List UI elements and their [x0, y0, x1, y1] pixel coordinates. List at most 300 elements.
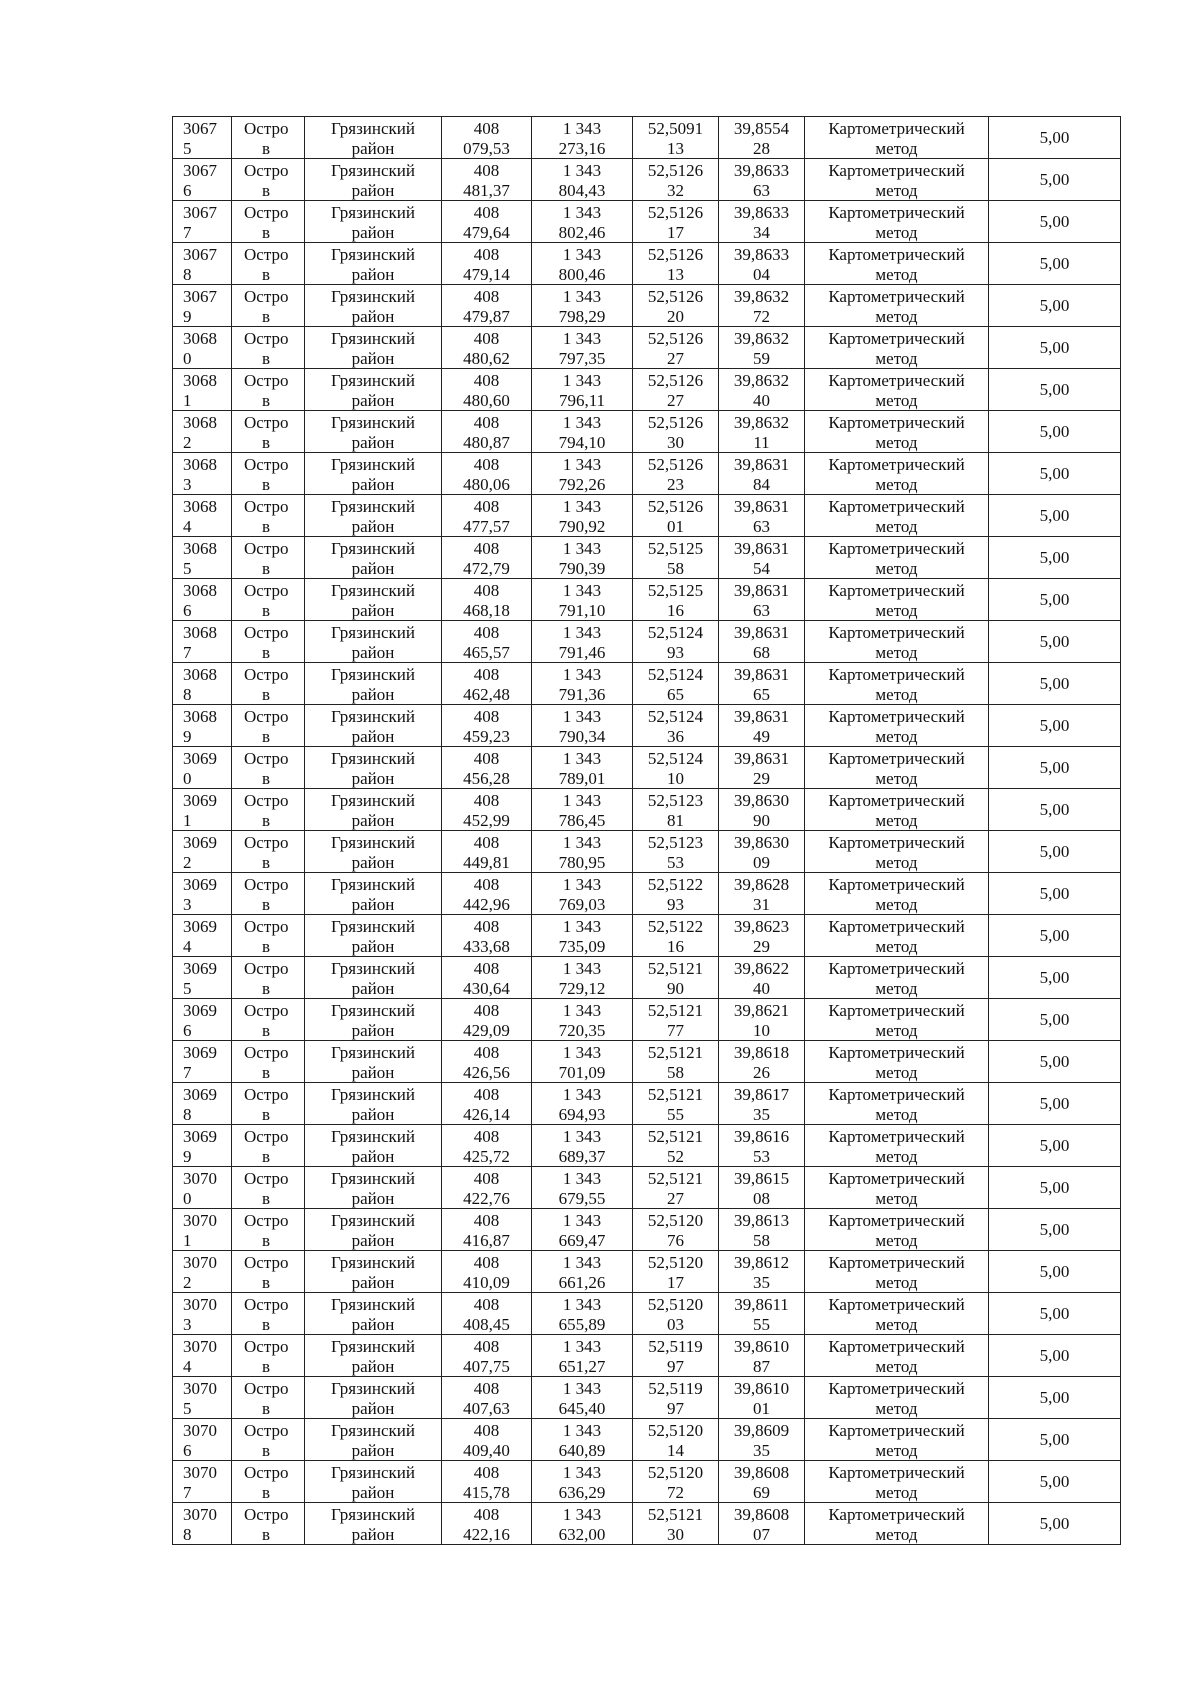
longitude-cell [719, 285, 805, 327]
method-cell-line2: метод [875, 936, 918, 956]
point-number-cell-line2: 1 [183, 1230, 192, 1250]
table-row [173, 789, 1121, 831]
object-name-cell [232, 285, 305, 327]
district-cell [305, 831, 442, 873]
x-coordinate-cell-line2: 416,87 [463, 1230, 510, 1250]
latitude-cell-line1: 52,5121 [647, 1084, 704, 1104]
object-name-cell-line1: Остро [244, 832, 289, 852]
object-name-cell-line2: в [262, 474, 271, 494]
y-coordinate-cell-line1: 1 343 [562, 1084, 602, 1104]
longitude-cell-line1: 39,8631 [733, 706, 790, 726]
latitude-cell-line1: 52,5121 [647, 1000, 704, 1020]
longitude-cell [719, 495, 805, 537]
latitude-cell-line1: 52,5126 [647, 202, 704, 222]
y-coordinate-cell-line1: 1 343 [562, 832, 602, 852]
y-coordinate-cell-line2: 802,46 [558, 222, 606, 242]
latitude-cell-line2: 53 [667, 852, 684, 872]
method-cell-line1: Картометрический [828, 1000, 965, 1020]
point-number-cell-line2: 5 [183, 978, 192, 998]
latitude-cell-line2: 58 [667, 1062, 684, 1082]
district-cell [305, 453, 442, 495]
district-cell [305, 663, 442, 705]
latitude-cell-line1: 52,5121 [647, 1126, 704, 1146]
district-cell-line2: район [351, 1398, 395, 1418]
district-cell-line1: Грязинский [331, 1420, 415, 1440]
point-number-cell-line2: 8 [183, 684, 192, 704]
latitude-cell-line2: 90 [667, 978, 684, 998]
latitude-cell-line1: 52,5126 [647, 370, 704, 390]
longitude-cell-line1: 39,8632 [733, 286, 790, 306]
point-number-cell-line1: 3070 [183, 1294, 217, 1314]
object-name-cell [232, 1335, 305, 1377]
x-coordinate-cell-line1: 408 [473, 1420, 500, 1440]
district-cell-line2: район [351, 1440, 395, 1460]
table-row [173, 1083, 1121, 1125]
object-name-cell-line2: в [262, 936, 271, 956]
accuracy-cell: 5,00 [989, 1335, 1121, 1377]
object-name-cell-line1: Остро [244, 202, 289, 222]
object-name-cell-line1: Остро [244, 1084, 289, 1104]
object-name-cell [232, 537, 305, 579]
method-cell-line2: метод [875, 810, 918, 830]
district-cell [305, 1461, 442, 1503]
y-coordinate-cell-line2: 640,89 [558, 1440, 606, 1460]
y-coordinate-cell-line2: 632,00 [558, 1524, 606, 1544]
x-coordinate-cell-line1: 408 [473, 328, 500, 348]
method-cell-line2: метод [875, 306, 918, 326]
longitude-cell-line1: 39,8615 [733, 1168, 790, 1188]
y-coordinate-cell [532, 369, 633, 411]
y-coordinate-cell [532, 159, 633, 201]
y-coordinate-cell-line1: 1 343 [562, 874, 602, 894]
object-name-cell [232, 495, 305, 537]
x-coordinate-cell-line2: 479,87 [463, 306, 510, 326]
method-cell [805, 705, 989, 747]
latitude-cell-line1: 52,5126 [647, 286, 704, 306]
district-cell-line1: Грязинский [331, 1462, 415, 1482]
object-name-cell [232, 621, 305, 663]
method-cell [805, 1461, 989, 1503]
point-number-cell-line1: 3068 [183, 370, 217, 390]
object-name-cell [232, 1293, 305, 1335]
longitude-cell-line1: 39,8632 [733, 412, 790, 432]
district-cell-line1: Грязинский [331, 832, 415, 852]
table-row [173, 747, 1121, 789]
latitude-cell [633, 1167, 719, 1209]
method-cell [805, 1125, 989, 1167]
district-cell [305, 159, 442, 201]
district-cell [305, 705, 442, 747]
latitude-cell-line1: 52,5126 [647, 160, 704, 180]
latitude-cell-line1: 52,5124 [647, 706, 704, 726]
accuracy-cell: 5,00 [989, 537, 1121, 579]
y-coordinate-cell-line2: 786,45 [558, 810, 606, 830]
district-cell [305, 915, 442, 957]
district-cell-line1: Грязинский [331, 412, 415, 432]
point-number-cell-line2: 5 [183, 1398, 192, 1418]
point-number-cell-line1: 3069 [183, 916, 217, 936]
latitude-cell-line2: 17 [667, 222, 684, 242]
district-cell [305, 285, 442, 327]
point-number-cell-line2: 6 [183, 180, 192, 200]
object-name-cell-line1: Остро [244, 1378, 289, 1398]
object-name-cell [232, 999, 305, 1041]
longitude-cell-line1: 39,8622 [733, 958, 790, 978]
district-cell-line1: Грязинский [331, 748, 415, 768]
y-coordinate-cell-line2: 791,46 [558, 642, 606, 662]
x-coordinate-cell-line1: 408 [473, 412, 500, 432]
point-number-cell-line1: 3070 [183, 1168, 217, 1188]
longitude-cell-line2: 35 [753, 1104, 770, 1124]
longitude-cell-line2: 69 [753, 1482, 770, 1502]
object-name-cell-line1: Остро [244, 1168, 289, 1188]
district-cell-line1: Грязинский [331, 622, 415, 642]
accuracy-cell: 5,00 [989, 1419, 1121, 1461]
method-cell [805, 1167, 989, 1209]
method-cell [805, 789, 989, 831]
method-cell [805, 831, 989, 873]
x-coordinate-cell [442, 243, 532, 285]
longitude-cell-line1: 39,8632 [733, 370, 790, 390]
longitude-cell-line1: 39,8617 [733, 1084, 790, 1104]
longitude-cell [719, 831, 805, 873]
longitude-cell [719, 1293, 805, 1335]
x-coordinate-cell-line2: 433,68 [463, 936, 510, 956]
latitude-cell [633, 1377, 719, 1419]
table-row [173, 495, 1121, 537]
x-coordinate-cell-line1: 408 [473, 706, 500, 726]
district-cell-line2: район [351, 180, 395, 200]
method-cell-line1: Картометрический [828, 1294, 965, 1314]
method-cell [805, 243, 989, 285]
latitude-cell-line2: 93 [667, 642, 684, 662]
x-coordinate-cell-line1: 408 [473, 622, 500, 642]
method-cell-line1: Картометрический [828, 748, 965, 768]
object-name-cell-line1: Остро [244, 244, 289, 264]
method-cell-line1: Картометрический [828, 412, 965, 432]
y-coordinate-cell-line1: 1 343 [562, 748, 602, 768]
district-cell-line1: Грязинский [331, 286, 415, 306]
y-coordinate-cell [532, 1083, 633, 1125]
method-cell-line2: метод [875, 1020, 918, 1040]
latitude-cell-line2: 01 [667, 516, 684, 536]
longitude-cell-line1: 39,8631 [733, 622, 790, 642]
method-cell [805, 1503, 989, 1545]
object-name-cell-line1: Остро [244, 496, 289, 516]
y-coordinate-cell-line2: 794,10 [558, 432, 606, 452]
object-name-cell-line2: в [262, 1314, 271, 1334]
point-number-cell-line1: 3069 [183, 958, 217, 978]
district-cell [305, 1335, 442, 1377]
method-cell [805, 663, 989, 705]
point-number-cell-line2: 9 [183, 306, 192, 326]
y-coordinate-cell [532, 747, 633, 789]
object-name-cell [232, 1041, 305, 1083]
point-number-cell [173, 1293, 232, 1335]
x-coordinate-cell-line1: 408 [473, 496, 500, 516]
district-cell-line1: Грязинский [331, 160, 415, 180]
point-number-cell-line2: 4 [183, 1356, 192, 1376]
method-cell-line2: метод [875, 1230, 918, 1250]
y-coordinate-cell-line2: 273,16 [558, 138, 606, 158]
longitude-cell-line1: 39,8554 [733, 118, 790, 138]
latitude-cell [633, 537, 719, 579]
table-row [173, 999, 1121, 1041]
point-number-cell [173, 663, 232, 705]
latitude-cell-line2: 58 [667, 558, 684, 578]
latitude-cell [633, 1503, 719, 1545]
object-name-cell-line1: Остро [244, 1126, 289, 1146]
longitude-cell-line1: 39,8623 [733, 916, 790, 936]
method-cell-line1: Картометрический [828, 1210, 965, 1230]
method-cell [805, 579, 989, 621]
x-coordinate-cell [442, 705, 532, 747]
object-name-cell-line2: в [262, 1104, 271, 1124]
method-cell-line1: Картометрический [828, 1504, 965, 1524]
object-name-cell [232, 915, 305, 957]
latitude-cell-line1: 52,5120 [647, 1420, 704, 1440]
method-cell [805, 1251, 989, 1293]
longitude-cell-line2: 28 [753, 138, 770, 158]
object-name-cell-line2: в [262, 1482, 271, 1502]
longitude-cell-line1: 39,8630 [733, 790, 790, 810]
y-coordinate-cell [532, 201, 633, 243]
object-name-cell-line1: Остро [244, 370, 289, 390]
y-coordinate-cell-line1: 1 343 [562, 1336, 602, 1356]
table-row [173, 621, 1121, 663]
district-cell-line2: район [351, 684, 395, 704]
method-cell-line2: метод [875, 516, 918, 536]
longitude-cell-line2: 84 [753, 474, 770, 494]
table-row [173, 705, 1121, 747]
longitude-cell-line2: 58 [753, 1230, 770, 1250]
y-coordinate-cell [532, 957, 633, 999]
longitude-cell-line1: 39,8631 [733, 496, 790, 516]
y-coordinate-cell-line1: 1 343 [562, 958, 602, 978]
point-number-cell [173, 1419, 232, 1461]
object-name-cell-line1: Остро [244, 412, 289, 432]
longitude-cell [719, 327, 805, 369]
point-number-cell-line2: 9 [183, 1146, 192, 1166]
longitude-cell-line2: 63 [753, 600, 770, 620]
x-coordinate-cell [442, 1377, 532, 1419]
latitude-cell-line2: 27 [667, 390, 684, 410]
method-cell-line1: Картометрический [828, 706, 965, 726]
method-cell-line1: Картометрический [828, 538, 965, 558]
latitude-cell-line2: 93 [667, 894, 684, 914]
x-coordinate-cell-line2: 426,56 [463, 1062, 510, 1082]
method-cell-line2: метод [875, 1188, 918, 1208]
point-number-cell-line1: 3070 [183, 1420, 217, 1440]
y-coordinate-cell-line2: 645,40 [558, 1398, 606, 1418]
latitude-cell-line2: 77 [667, 1020, 684, 1040]
y-coordinate-cell [532, 537, 633, 579]
latitude-cell [633, 201, 719, 243]
point-number-cell-line1: 3070 [183, 1210, 217, 1230]
latitude-cell-line1: 52,5121 [647, 1504, 704, 1524]
method-cell [805, 117, 989, 159]
district-cell [305, 747, 442, 789]
accuracy-cell: 5,00 [989, 285, 1121, 327]
longitude-cell [719, 663, 805, 705]
x-coordinate-cell-line1: 408 [473, 370, 500, 390]
district-cell-line1: Грязинский [331, 580, 415, 600]
x-coordinate-cell-line2: 452,99 [463, 810, 510, 830]
y-coordinate-cell-line1: 1 343 [562, 580, 602, 600]
point-number-cell-line2: 2 [183, 852, 192, 872]
point-number-cell-line2: 5 [183, 138, 192, 158]
district-cell [305, 1293, 442, 1335]
point-number-cell [173, 705, 232, 747]
y-coordinate-cell [532, 1125, 633, 1167]
district-cell [305, 1377, 442, 1419]
latitude-cell-line2: 76 [667, 1230, 684, 1250]
longitude-cell-line1: 39,8608 [733, 1504, 790, 1524]
method-cell-line2: метод [875, 684, 918, 704]
method-cell [805, 1209, 989, 1251]
y-coordinate-cell-line1: 1 343 [562, 706, 602, 726]
object-name-cell-line2: в [262, 222, 271, 242]
table-row [173, 1377, 1121, 1419]
district-cell-line2: район [351, 642, 395, 662]
x-coordinate-cell-line1: 408 [473, 538, 500, 558]
point-number-cell-line1: 3068 [183, 622, 217, 642]
y-coordinate-cell [532, 705, 633, 747]
object-name-cell-line2: в [262, 978, 271, 998]
method-cell [805, 1041, 989, 1083]
method-cell [805, 411, 989, 453]
method-cell [805, 1293, 989, 1335]
table-row [173, 1461, 1121, 1503]
point-number-cell-line1: 3067 [183, 160, 217, 180]
y-coordinate-cell-line1: 1 343 [562, 328, 602, 348]
y-coordinate-cell [532, 999, 633, 1041]
point-number-cell [173, 1377, 232, 1419]
longitude-cell [719, 915, 805, 957]
latitude-cell-line2: 97 [667, 1398, 684, 1418]
y-coordinate-cell [532, 1335, 633, 1377]
latitude-cell [633, 957, 719, 999]
method-cell [805, 873, 989, 915]
object-name-cell [232, 327, 305, 369]
point-number-cell [173, 1461, 232, 1503]
object-name-cell-line1: Остро [244, 1420, 289, 1440]
x-coordinate-cell-line1: 408 [473, 1084, 500, 1104]
longitude-cell [719, 1125, 805, 1167]
latitude-cell-line2: 36 [667, 726, 684, 746]
latitude-cell-line2: 10 [667, 768, 684, 788]
accuracy-cell: 5,00 [989, 1083, 1121, 1125]
district-cell-line1: Грязинский [331, 1000, 415, 1020]
method-cell-line1: Картометрический [828, 874, 965, 894]
longitude-cell-line1: 39,8631 [733, 580, 790, 600]
latitude-cell-line2: 30 [667, 432, 684, 452]
x-coordinate-cell-line1: 408 [473, 454, 500, 474]
table-row [173, 663, 1121, 705]
longitude-cell-line2: 11 [753, 432, 770, 452]
x-coordinate-cell-line2: 480,62 [463, 348, 510, 368]
y-coordinate-cell-line2: 661,26 [558, 1272, 606, 1292]
longitude-cell-line1: 39,8633 [733, 202, 790, 222]
district-cell-line1: Грязинский [331, 916, 415, 936]
y-coordinate-cell-line1: 1 343 [562, 160, 602, 180]
x-coordinate-cell-line1: 408 [473, 1210, 500, 1230]
longitude-cell-line2: 35 [753, 1272, 770, 1292]
method-cell-line2: метод [875, 1524, 918, 1544]
method-cell-line2: метод [875, 432, 918, 452]
y-coordinate-cell-line1: 1 343 [562, 622, 602, 642]
longitude-cell-line1: 39,8630 [733, 832, 790, 852]
x-coordinate-cell-line1: 408 [473, 874, 500, 894]
y-coordinate-cell-line1: 1 343 [562, 664, 602, 684]
x-coordinate-cell [442, 1461, 532, 1503]
latitude-cell [633, 621, 719, 663]
accuracy-cell: 5,00 [989, 411, 1121, 453]
table-row [173, 537, 1121, 579]
y-coordinate-cell-line2: 792,26 [558, 474, 606, 494]
point-number-cell [173, 159, 232, 201]
object-name-cell-line1: Остро [244, 874, 289, 894]
latitude-cell-line2: 03 [667, 1314, 684, 1334]
longitude-cell-line2: 59 [753, 348, 770, 368]
district-cell-line1: Грязинский [331, 1336, 415, 1356]
object-name-cell-line1: Остро [244, 958, 289, 978]
object-name-cell-line2: в [262, 1146, 271, 1166]
district-cell-line2: район [351, 1146, 395, 1166]
longitude-cell-line1: 39,8631 [733, 454, 790, 474]
longitude-cell [719, 201, 805, 243]
method-cell-line2: метод [875, 474, 918, 494]
x-coordinate-cell [442, 369, 532, 411]
point-number-cell-line2: 7 [183, 1482, 192, 1502]
method-cell-line2: метод [875, 180, 918, 200]
x-coordinate-cell-line1: 408 [473, 1462, 500, 1482]
point-number-cell [173, 201, 232, 243]
district-cell [305, 621, 442, 663]
method-cell-line2: метод [875, 1440, 918, 1460]
y-coordinate-cell [532, 327, 633, 369]
y-coordinate-cell-line2: 636,29 [558, 1482, 606, 1502]
x-coordinate-cell-line1: 408 [473, 580, 500, 600]
district-cell [305, 117, 442, 159]
longitude-cell-line1: 39,8631 [733, 664, 790, 684]
district-cell [305, 789, 442, 831]
latitude-cell-line2: 52 [667, 1146, 684, 1166]
district-cell-line2: район [351, 390, 395, 410]
point-number-cell-line1: 3070 [183, 1504, 217, 1524]
method-cell-line1: Картометрический [828, 1378, 965, 1398]
object-name-cell [232, 1167, 305, 1209]
y-coordinate-cell-line1: 1 343 [562, 244, 602, 264]
method-cell [805, 999, 989, 1041]
x-coordinate-cell-line2: 480,87 [463, 432, 510, 452]
method-cell [805, 159, 989, 201]
y-coordinate-cell-line2: 798,29 [558, 306, 606, 326]
method-cell-line1: Картометрический [828, 790, 965, 810]
point-number-cell-line1: 3069 [183, 874, 217, 894]
object-name-cell [232, 873, 305, 915]
latitude-cell [633, 1461, 719, 1503]
x-coordinate-cell [442, 453, 532, 495]
latitude-cell-line1: 52,5126 [647, 454, 704, 474]
longitude-cell [719, 1209, 805, 1251]
table-row [173, 1293, 1121, 1335]
latitude-cell-line1: 52,5120 [647, 1462, 704, 1482]
method-cell-line1: Картометрический [828, 118, 965, 138]
longitude-cell [719, 537, 805, 579]
y-coordinate-cell-line2: 804,43 [558, 180, 606, 200]
object-name-cell-line1: Остро [244, 160, 289, 180]
